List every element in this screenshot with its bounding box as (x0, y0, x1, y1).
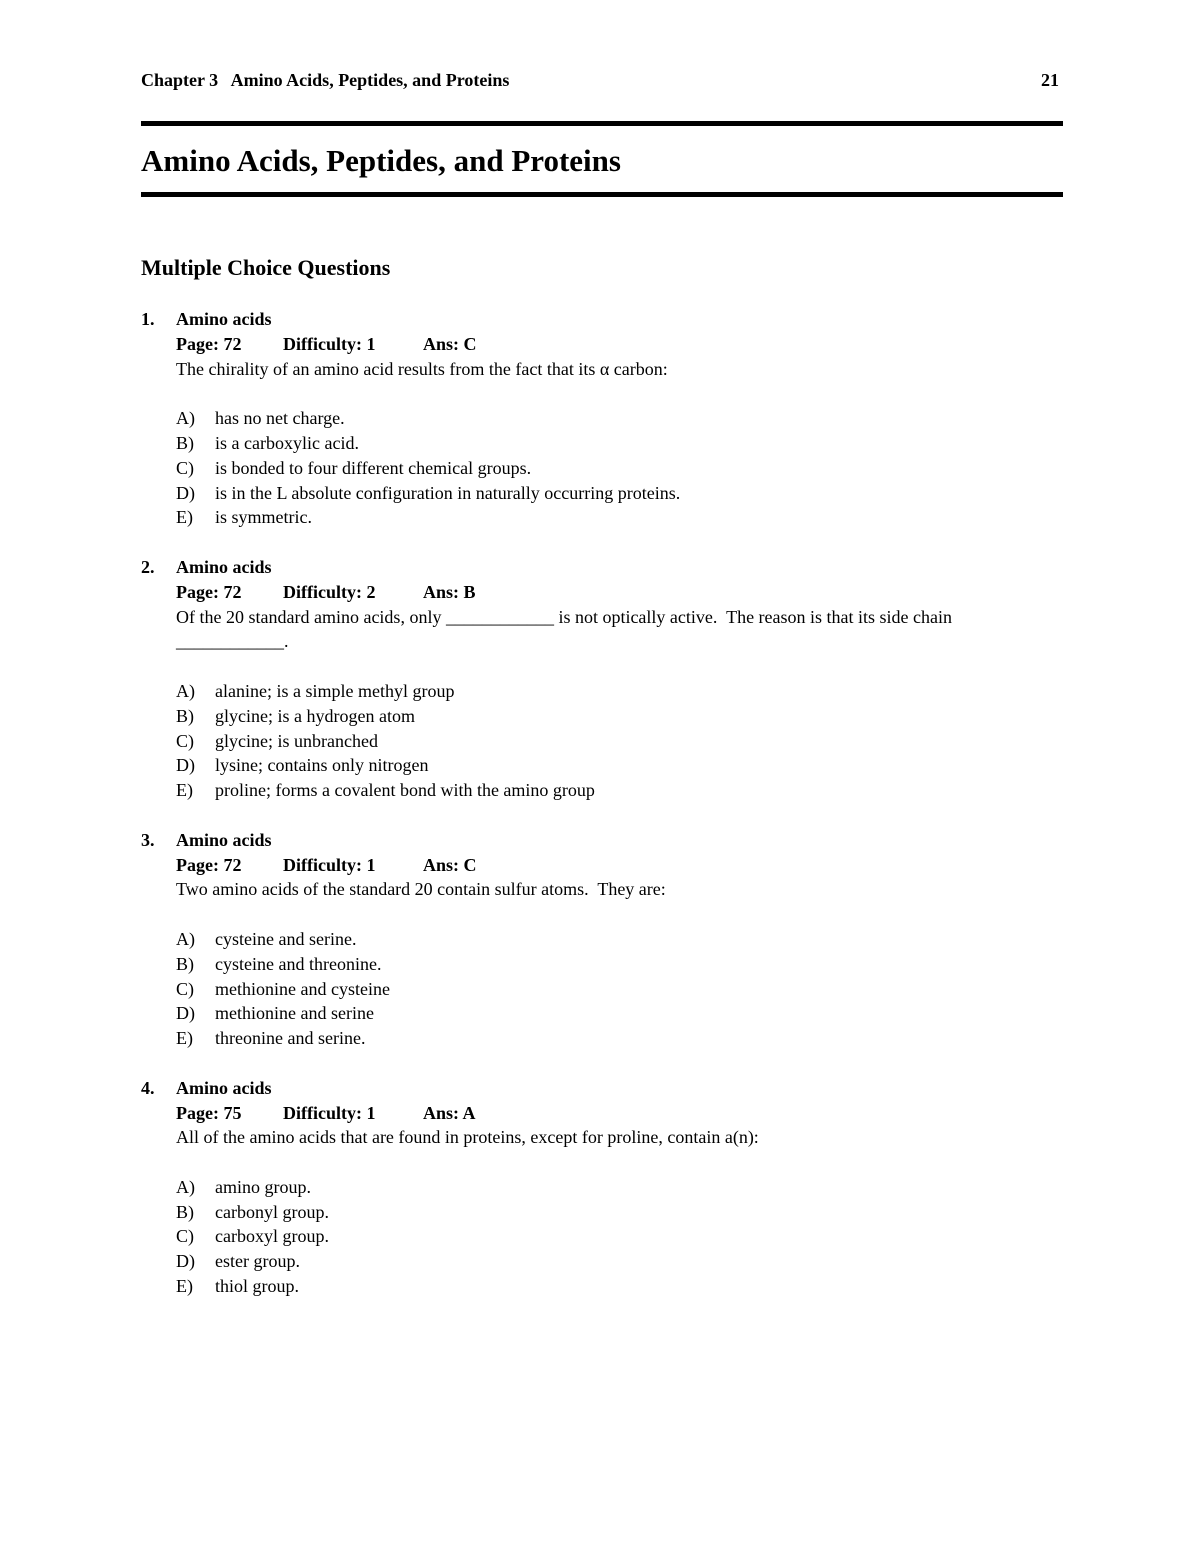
choice-item (176, 456, 1063, 481)
choice-text: has no net charge. (215, 408, 345, 429)
question-answer: Ans: C (423, 854, 477, 875)
choice-letter: C) (176, 730, 194, 751)
question-text: All of the amino acids that are found in proteins, except for proline, contain a(n): (176, 1127, 759, 1148)
choice-text: threonine and serine. (215, 1028, 366, 1049)
section-title: Multiple Choice Questions (141, 255, 391, 280)
page-title: Amino Acids, Peptides, and Proteins (141, 143, 621, 178)
choice-letter: A) (176, 408, 195, 429)
choice-text: thiol group. (215, 1276, 299, 1297)
choice-text: amino group. (215, 1176, 311, 1197)
question-answer: Ans: C (423, 333, 477, 354)
choice-item (176, 704, 1063, 729)
question-difficulty: Difficulty: 1 (283, 854, 376, 875)
choice-letter: B) (176, 1201, 194, 1222)
choice-letter: E) (176, 1028, 193, 1049)
choice-text: is symmetric. (215, 507, 312, 528)
choice-item (176, 1200, 1063, 1225)
choice-item (176, 753, 1063, 778)
choice-item (176, 679, 1063, 704)
choice-text: carboxyl group. (215, 1226, 329, 1247)
choice-letter: E) (176, 1276, 193, 1297)
choice-letter: A) (176, 680, 195, 701)
choice-item (176, 481, 1063, 506)
choice-text: methionine and serine (215, 1003, 374, 1024)
choice-list (176, 1175, 1063, 1299)
choice-item (176, 729, 1063, 754)
question-number: 2. (141, 556, 155, 577)
question-number: 4. (141, 1077, 155, 1098)
choice-letter: C) (176, 457, 194, 478)
choice-text: proline; forms a covalent bond with the amino group (215, 780, 595, 801)
choice-letter: D) (176, 1003, 195, 1024)
choice-letter: A) (176, 928, 195, 949)
choice-text: carbonyl group. (215, 1201, 329, 1222)
page-number: 21 (1041, 70, 1059, 90)
question-item (141, 1076, 1063, 1299)
choice-letter: E) (176, 780, 193, 801)
question-meta (176, 332, 1063, 357)
choice-item (176, 406, 1063, 431)
choice-item (176, 927, 1063, 952)
choice-list (176, 679, 1063, 803)
question-meta (176, 580, 1063, 605)
choice-item (176, 1175, 1063, 1200)
question-topic: Amino acids (176, 1077, 272, 1098)
question-difficulty: Difficulty: 1 (283, 333, 376, 354)
choice-list (176, 927, 1063, 1051)
choice-letter: C) (176, 978, 194, 999)
choice-text: alanine; is a simple methyl group (215, 680, 455, 701)
title-rule-bottom (141, 192, 1063, 197)
choice-text: is a carboxylic acid. (215, 432, 359, 453)
choice-letter: B) (176, 953, 194, 974)
choice-list (176, 406, 1063, 530)
question-meta (176, 853, 1063, 878)
choice-item (176, 505, 1063, 530)
choice-letter: A) (176, 1176, 195, 1197)
question-number: 1. (141, 309, 155, 329)
choice-text: glycine; is unbranched (215, 730, 378, 751)
choice-text: is bonded to four different chemical groups. (215, 457, 532, 478)
question-text: Two amino acids of the standard 20 contain sulfur atoms. They are: (176, 879, 666, 900)
choice-item (176, 1224, 1063, 1249)
question-item (141, 555, 1063, 803)
question-number: 3. (141, 829, 155, 850)
choice-text: methionine and cysteine (215, 978, 390, 999)
question-answer: Ans: A (423, 1102, 476, 1123)
choice-letter: D) (176, 1251, 195, 1272)
choice-item (176, 1274, 1063, 1299)
choice-item (176, 1026, 1063, 1051)
choice-text: ester group. (215, 1251, 300, 1272)
choice-letter: B) (176, 432, 194, 453)
question-text: The chirality of an amino acid results from the fact that its α carbon: (176, 358, 668, 379)
choice-letter: B) (176, 705, 194, 726)
choice-text: lysine; contains only nitrogen (215, 755, 429, 776)
choice-text: cysteine and serine. (215, 928, 357, 949)
question-difficulty: Difficulty: 1 (283, 1102, 376, 1123)
question-meta (176, 1101, 1063, 1126)
question-difficulty: Difficulty: 2 (283, 581, 376, 602)
question-text: Of the 20 standard amino acids, only ____________ is not optically active. The reason is that its side chain ____________. (176, 606, 957, 652)
choice-text: cysteine and threonine. (215, 953, 382, 974)
choice-item (176, 1001, 1063, 1026)
choice-item (176, 431, 1063, 456)
question-page: Page: 72 (176, 581, 242, 602)
question-answer: Ans: B (423, 581, 476, 602)
running-header (141, 70, 1063, 96)
choice-letter: E) (176, 507, 193, 528)
choice-item (176, 1249, 1063, 1274)
choice-item (176, 952, 1063, 977)
choice-text: is in the L absolute configuration in naturally occurring proteins. (215, 482, 681, 503)
question-page: Page: 75 (176, 1102, 242, 1123)
choice-letter: C) (176, 1226, 194, 1247)
question-item (141, 307, 1063, 530)
choice-item (176, 977, 1063, 1002)
question-topic: Amino acids (176, 309, 272, 329)
title-rule-top (141, 121, 1063, 126)
question-page: Page: 72 (176, 333, 242, 354)
question-item (141, 828, 1063, 1051)
question-topic: Amino acids (176, 556, 272, 577)
choice-letter: D) (176, 482, 195, 503)
question-topic: Amino acids (176, 829, 272, 850)
chapter-heading: Chapter 3 Amino Acids, Peptides, and Proteins (141, 70, 510, 90)
choice-letter: D) (176, 755, 195, 776)
question-list (141, 307, 1063, 1324)
choice-text: glycine; is a hydrogen atom (215, 705, 415, 726)
question-page: Page: 72 (176, 854, 242, 875)
choice-item (176, 778, 1063, 803)
